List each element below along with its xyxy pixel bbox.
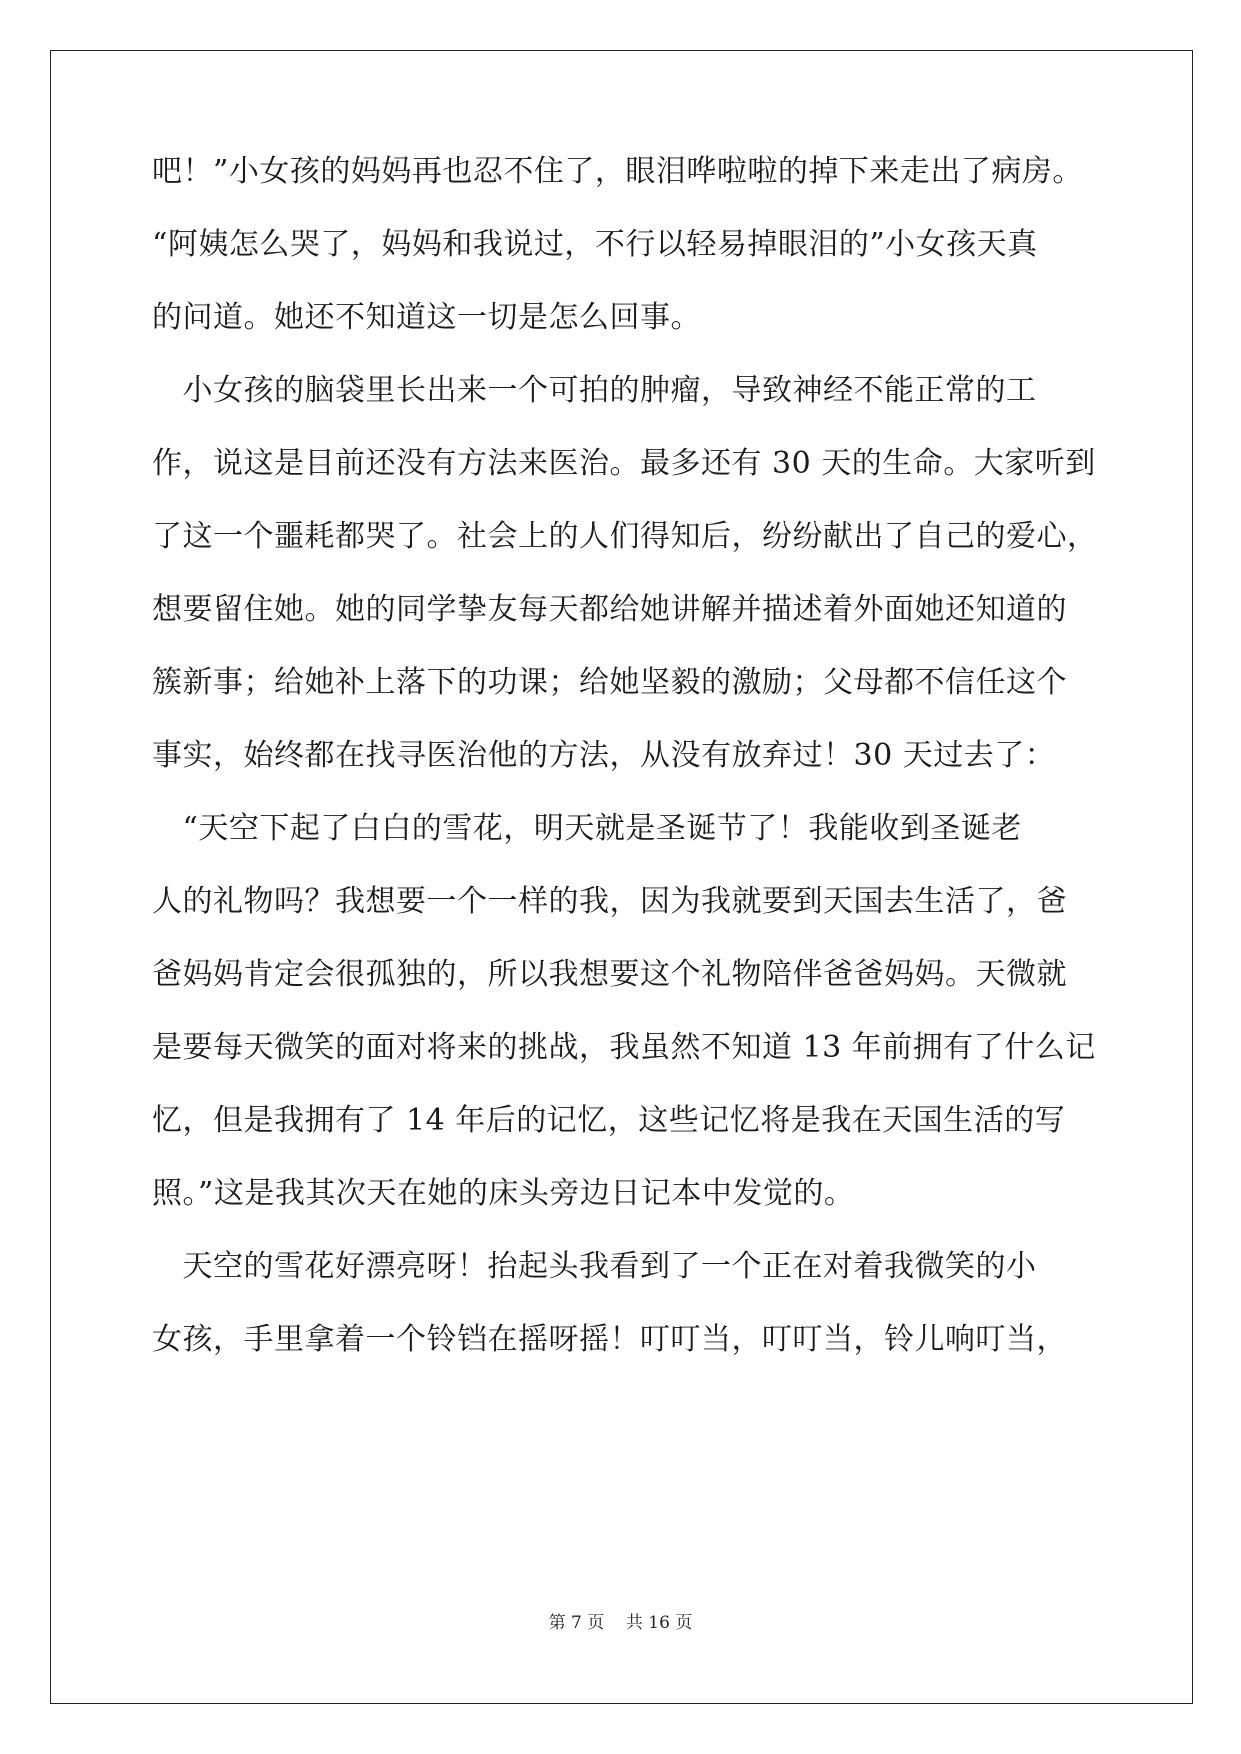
text-line: 女孩，手里拿着一个铃铛在摇呀摇！叮叮当，叮叮当，铃儿响叮当， bbox=[152, 1322, 1067, 1357]
text-line: 吧！”小女孩的妈妈再也忍不住了，眼泪哗啦啦的掉下来走出了病房。 bbox=[152, 154, 1083, 189]
text-line: 照。”这是我其次天在她的床头旁边日记本中发觉的。 bbox=[152, 1176, 855, 1211]
page-number: 第 7 页 bbox=[548, 1613, 605, 1633]
text-line: “阿姨怎么哭了，妈妈和我说过，不行以轻易掉眼泪的”小女孩天真 bbox=[152, 227, 1038, 262]
text-line: 爸妈妈肯定会很孤独的，所以我想要这个礼物陪伴爸爸妈妈。天微就 bbox=[152, 957, 1067, 992]
text-line: 人的礼物吗？我想要一个一样的我，因为我就要到天国去生活了，爸 bbox=[152, 884, 1067, 919]
text-line: 了这一个噩耗都哭了。社会上的人们得知后，纷纷献出了自己的爱心， bbox=[152, 519, 1098, 554]
text-line: 天空的雪花好漂亮呀！抬起头我看到了一个正在对着我微笑的小 bbox=[152, 1249, 1037, 1284]
text-line: 事实，始终都在找寻医治他的方法，从没有放弃过！30 天过去了： bbox=[152, 738, 1056, 773]
text-line: 作，说这是目前还没有方法来医治。最多还有 30 天的生命。大家听到 bbox=[152, 446, 1096, 481]
text-line: 是要每天微笑的面对将来的挑战，我虽然不知道 13 年前拥有了什么记 bbox=[152, 1030, 1096, 1065]
text-line: 想要留住她。她的同学挚友每天都给她讲解并描述着外面她还知道的 bbox=[152, 592, 1067, 627]
text-line: 的问道。她还不知道这一切是怎么回事。 bbox=[152, 300, 701, 335]
text-line: “天空下起了白白的雪花，明天就是圣诞节了！我能收到圣诞老 bbox=[152, 811, 1022, 846]
text-line: 忆，但是我拥有了 14 年后的记忆，这些记忆将是我在天国生活的写 bbox=[152, 1103, 1066, 1138]
text-line: 小女孩的脑袋里长出来一个可拍的肿瘤，导致神经不能正常的工 bbox=[152, 373, 1037, 408]
page-total: 共 16 页 bbox=[625, 1613, 693, 1633]
page-footer bbox=[0, 1612, 1241, 1634]
text-line: 簇新事；给她补上落下的功课；给她坚毅的激励；父母都不信任这个 bbox=[152, 665, 1067, 700]
